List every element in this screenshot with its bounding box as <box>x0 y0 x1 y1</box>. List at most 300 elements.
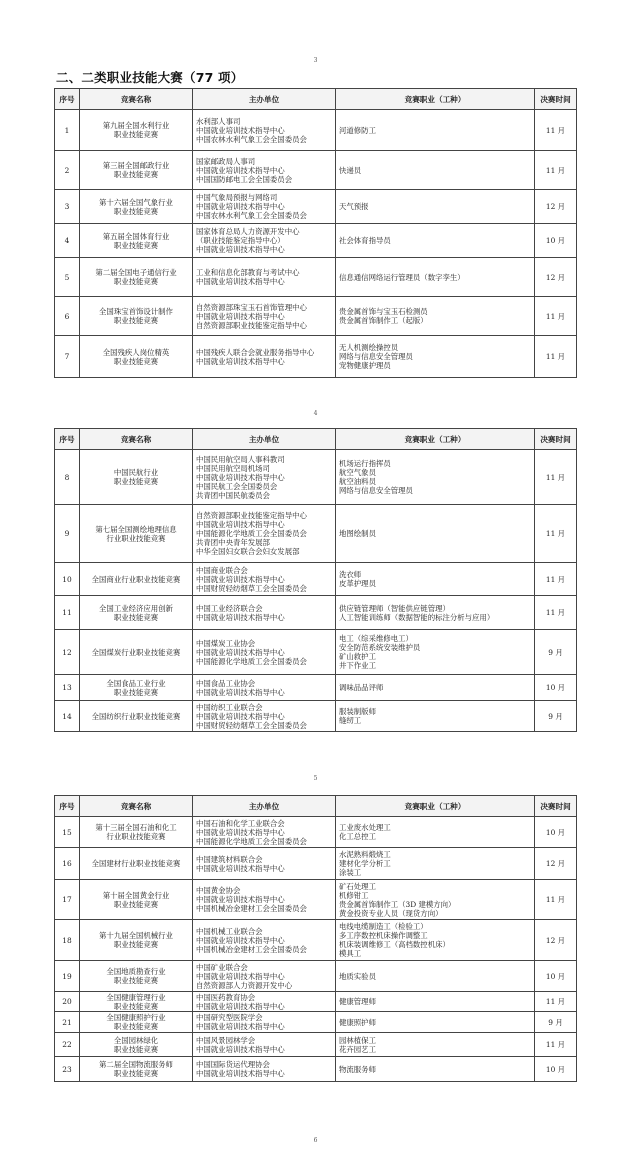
organizer-line: 中国能源化学地质工会全国委员会 <box>196 656 307 666</box>
occupation-line: 健康照护师 <box>339 1017 376 1027</box>
competition-name-line: 职业技能竞赛 <box>113 899 159 909</box>
organizer <box>193 563 336 596</box>
table-row <box>55 848 577 880</box>
occupation <box>336 817 535 848</box>
row-index: 1 <box>55 110 80 151</box>
occupation-line: 供应链管理师（智能供应链管理） <box>339 603 450 613</box>
organizer-line: 中国煤炭工业协会 <box>196 638 256 648</box>
table-row <box>55 880 577 920</box>
competition-name <box>80 450 193 505</box>
occupation <box>336 563 535 596</box>
table-header-row <box>55 89 577 110</box>
organizer-line: 中国就业培训技术指导中心 <box>196 1069 285 1078</box>
organizer <box>193 1012 336 1033</box>
competition-name-line: 全国食品工业行业 <box>106 678 166 688</box>
header-index: 序号 <box>55 429 80 450</box>
occupation <box>336 596 535 630</box>
row-index: 21 <box>55 1012 80 1033</box>
competition-name-line: 职业技能竞赛 <box>113 1022 159 1031</box>
occupation-line: 缝纫工 <box>339 716 362 725</box>
organizer-line: 中国就业培训技术指导中心 <box>196 1022 285 1031</box>
organizer-line: 中国气象局预报与网络司 <box>196 193 278 202</box>
organizer <box>193 675 336 701</box>
organizer-line: 中国就业培训技术指导中心 <box>196 612 285 622</box>
organizer-line: 中国就业培训技术指导中心 <box>196 356 285 366</box>
occupation-line: 涂装工 <box>339 868 362 877</box>
competition-name <box>80 701 193 732</box>
occupation-line: 电工（综采维修电工） <box>339 634 413 643</box>
organizer-line: 中国国防邮电工会全国委员会 <box>196 174 293 184</box>
organizer <box>193 701 336 732</box>
row-index: 7 <box>55 336 80 378</box>
occupation-line: 电线电缆制造工（检验工） <box>339 922 428 931</box>
competition-name-line: 第十九届全国机械行业 <box>99 931 173 940</box>
organizer <box>193 1033 336 1057</box>
occupation-line: 井下作业工 <box>339 661 376 670</box>
competition-name-line: 全国珠宝首饰设计制作 <box>99 307 173 316</box>
section-title: 二、二类职业技能大赛（77 项） <box>56 70 244 85</box>
occupation-line: 贵金属首饰制作工（3D 建模方向） <box>339 899 456 909</box>
occupation-line: 安全防范系统安装维护员 <box>339 643 421 652</box>
organizer-line: 中国就业培训技术指导中心 <box>196 520 285 529</box>
final-time: 12 月 <box>535 848 577 880</box>
occupation <box>336 880 535 920</box>
organizer-line: 共青团中国民航委员会 <box>196 490 270 500</box>
row-index: 16 <box>55 848 80 880</box>
occupation <box>336 258 535 297</box>
occupation-line: 黄金投资专业人员（现货方向） <box>339 908 443 918</box>
header-occupation: 竞赛职业（工种） <box>336 429 535 450</box>
competition-name <box>80 1057 193 1082</box>
organizer-line: 中国就业培训技术指导中心 <box>196 711 285 721</box>
organizer-line: 自然资源部人力资源开发中心 <box>196 980 293 990</box>
organizer-line: 中国就业培训技术指导中心 <box>196 472 285 482</box>
occupation <box>336 701 535 732</box>
occupation <box>336 992 535 1012</box>
occupation-line: 信息通信网络运行管理员（数字孪生） <box>339 272 465 282</box>
header-occupation: 竞赛职业（工种） <box>336 89 535 110</box>
table-row <box>55 1033 577 1057</box>
organizer-line: 中国国际货运代理协会 <box>196 1060 270 1069</box>
occupation-line: 花卉园艺工 <box>339 1044 376 1054</box>
row-index: 13 <box>55 675 80 701</box>
organizer <box>193 336 336 378</box>
final-time: 10 月 <box>535 675 577 701</box>
competition-name <box>80 817 193 848</box>
organizer <box>193 920 336 961</box>
competition-name-line: 全国残疾人岗位精英 <box>102 347 170 357</box>
table-row <box>55 675 577 701</box>
organizer-line: 中国就业培训技术指导中心 <box>196 125 285 135</box>
competition-name-line: 职业技能竞赛 <box>113 240 159 250</box>
occupation-line: 矿石处理工 <box>339 881 376 891</box>
occupation <box>336 151 535 190</box>
row-index: 8 <box>55 450 80 505</box>
organizer-line: 中国财贸轻纺烟草工会全国委员会 <box>196 583 307 593</box>
occupation-line: 人工智能训练师（数据智能的标注分析与应用） <box>339 612 495 622</box>
table-header-row <box>55 429 577 450</box>
final-time: 9 月 <box>535 1012 577 1033</box>
competition-name <box>80 596 193 630</box>
occupation <box>336 920 535 961</box>
final-time: 11 月 <box>535 336 577 378</box>
competition-table-part-3 <box>54 795 577 1082</box>
final-time: 11 月 <box>535 596 577 630</box>
header-organizer: 主办单位 <box>193 89 336 110</box>
organizer-line: 中国就业培训技术指导中心 <box>196 827 285 837</box>
competition-name <box>80 848 193 880</box>
organizer-line: 中国民航工会全国委员会 <box>196 481 278 491</box>
table-row <box>55 505 577 563</box>
final-time: 11 月 <box>535 450 577 505</box>
organizer-line: 自然资源部珠宝玉石首饰管理中心 <box>196 302 307 312</box>
final-time: 9 月 <box>535 630 577 675</box>
competition-name <box>80 505 193 563</box>
occupation-line: 洗衣师 <box>339 570 362 579</box>
occupation-line: 地质实验员 <box>339 971 376 981</box>
occupation <box>336 297 535 336</box>
organizer <box>193 596 336 630</box>
row-index: 10 <box>55 563 80 596</box>
competition-name-line: 第十三届全国石油和化工 <box>95 823 177 832</box>
occupation-line: 航空气象员 <box>339 468 376 477</box>
organizer-line: 国家体育总局人力资源开发中心 <box>196 227 300 236</box>
occupation-line: 机修钳工 <box>339 890 369 900</box>
page-number: 4 <box>313 410 318 417</box>
organizer-line: 中国能源化学地质工会全国委员会 <box>196 529 307 538</box>
organizer-line: 中国机械冶金建材工会全国委员会 <box>196 904 307 913</box>
competition-name-line: 第九届全国水利行业 <box>102 121 170 130</box>
organizer-line: 中国就业培训技术指导中心 <box>196 647 285 657</box>
occupation-line: 机场运行指挥员 <box>339 459 391 468</box>
table-header-row <box>55 796 577 817</box>
occupation-line: 皮革护理员 <box>339 579 376 588</box>
organizer-line: 中国就业培训技术指导中心 <box>196 311 285 321</box>
competition-name-line: 职业技能竞赛 <box>113 1044 159 1054</box>
organizer-line: 中国就业培训技术指导中心 <box>196 1001 285 1011</box>
organizer-line: 水利部人事司 <box>196 116 241 126</box>
organizer-line: 中国民用航空局人事科教司 <box>196 454 285 464</box>
table-row <box>55 110 577 151</box>
table-row <box>55 450 577 505</box>
occupation <box>336 190 535 224</box>
occupation <box>336 1057 535 1082</box>
page-number: 6 <box>313 1137 318 1144</box>
final-time: 11 月 <box>535 992 577 1012</box>
competition-name-line: 职业技能竞赛 <box>113 170 159 179</box>
table-row <box>55 336 577 378</box>
competition-name-line: 职业技能竞赛 <box>113 687 159 697</box>
competition-name <box>80 961 193 992</box>
table-row <box>55 1057 577 1082</box>
occupation <box>336 961 535 992</box>
final-time: 11 月 <box>535 880 577 920</box>
occupation-line: 社会体育指导员 <box>339 236 391 245</box>
organizer-line: 中国纺织工业联合会 <box>196 702 263 712</box>
competition-name-line: 职业技能竞赛 <box>113 316 159 325</box>
competition-name-line: 职业技能竞赛 <box>113 976 159 985</box>
row-index: 17 <box>55 880 80 920</box>
row-index: 15 <box>55 817 80 848</box>
organizer-line: 中国就业培训技术指导中心 <box>196 935 285 945</box>
header-index: 序号 <box>55 89 80 110</box>
competition-name <box>80 920 193 961</box>
organizer <box>193 992 336 1012</box>
organizer-line: 中国就业培训技术指导中心 <box>196 574 285 584</box>
table-row <box>55 920 577 961</box>
competition-name-line: 第七届全国测绘地理信息 <box>95 524 177 534</box>
final-time: 12 月 <box>535 258 577 297</box>
final-time: 10 月 <box>535 817 577 848</box>
row-index: 12 <box>55 630 80 675</box>
header-final-time: 决赛时间 <box>535 796 577 817</box>
competition-name-line: 行业职业技能竞赛 <box>106 832 166 841</box>
organizer-line: 中国农林水利气象工会全国委员会 <box>196 211 307 220</box>
organizer <box>193 880 336 920</box>
organizer-line: 中国就业培训技术指导中心 <box>196 895 285 904</box>
table-row <box>55 297 577 336</box>
occupation-line: 多工序数控机床操作调整工 <box>339 931 428 940</box>
competition-name-line: 第五届全国体育行业 <box>102 231 170 241</box>
occupation-line: 化工总控工 <box>339 832 376 841</box>
organizer-line: 共青团中央青年发展部 <box>196 538 270 547</box>
occupation <box>336 505 535 563</box>
organizer <box>193 110 336 151</box>
occupation-line: 网络与信息安全管理员 <box>339 486 413 495</box>
competition-name <box>80 1012 193 1033</box>
organizer-line: 中国矿业联合会 <box>196 962 248 972</box>
competition-name <box>80 563 193 596</box>
organizer <box>193 151 336 190</box>
competition-name-line: 全国纺织行业职业技能竞赛 <box>91 711 181 721</box>
competition-name-line: 全国健康管理行业 <box>106 992 166 1002</box>
competition-name <box>80 992 193 1012</box>
competition-name <box>80 190 193 224</box>
row-index: 5 <box>55 258 80 297</box>
header-final-time: 决赛时间 <box>535 429 577 450</box>
occupation-line: 贵金属首饰与宝玉石检测员 <box>339 307 428 316</box>
organizer-line: 自然资源部职业技能鉴定指导中心 <box>196 320 307 330</box>
organizer <box>193 1057 336 1082</box>
organizer-line: 自然资源部职业技能鉴定指导中心 <box>196 511 307 520</box>
organizer-line: 中国农林水利气象工会全国委员会 <box>196 134 307 144</box>
competition-name <box>80 297 193 336</box>
header-name: 竞赛名称 <box>80 89 193 110</box>
organizer-line: （职业技能鉴定指导中心） <box>196 236 285 245</box>
organizer-line: 中国机械工业联合会 <box>196 926 263 936</box>
competition-name <box>80 880 193 920</box>
competition-name <box>80 675 193 701</box>
organizer-line: 中国工业经济联合会 <box>196 603 263 613</box>
competition-name <box>80 110 193 151</box>
header-organizer: 主办单位 <box>193 796 336 817</box>
organizer-line: 中国黄金协会 <box>196 886 241 895</box>
final-time: 11 月 <box>535 563 577 596</box>
page-number: 3 <box>313 57 318 64</box>
competition-name-line: 全国地质勘查行业 <box>106 967 166 976</box>
competition-name <box>80 630 193 675</box>
organizer <box>193 258 336 297</box>
occupation <box>336 630 535 675</box>
occupation-line: 建材化学分析工 <box>339 859 391 868</box>
occupation-line: 天气预报 <box>339 202 369 211</box>
competition-name-line: 全国建材行业职业技能竞赛 <box>91 859 181 868</box>
competition-name <box>80 1033 193 1057</box>
organizer-line: 中国石油和化学工业联合会 <box>196 818 285 828</box>
row-index: 22 <box>55 1033 80 1057</box>
occupation <box>336 848 535 880</box>
competition-table-part-1 <box>54 88 577 378</box>
organizer-line: 中国就业培训技术指导中心 <box>196 277 285 286</box>
organizer-line: 中国研究型医院学会 <box>196 1013 263 1022</box>
occupation-line: 机床装调维修工（高档数控机床） <box>339 940 450 949</box>
organizer-line: 中国建筑材料联合会 <box>196 854 263 864</box>
table-row <box>55 992 577 1012</box>
row-index: 20 <box>55 992 80 1012</box>
competition-name-line: 职业技能竞赛 <box>113 940 159 949</box>
competition-name-line: 中国民航行业 <box>113 468 159 477</box>
organizer-line: 中华全国妇女联合会妇女发展部 <box>196 547 300 556</box>
final-time: 11 月 <box>535 505 577 563</box>
competition-name <box>80 336 193 378</box>
table-row <box>55 596 577 630</box>
occupation-line: 园林植保工 <box>339 1035 376 1045</box>
final-time: 11 月 <box>535 110 577 151</box>
final-time: 10 月 <box>535 224 577 258</box>
organizer <box>193 961 336 992</box>
organizer-line: 中国能源化学地质工会全国委员会 <box>196 836 307 846</box>
competition-table-part-2 <box>54 428 577 732</box>
organizer <box>193 817 336 848</box>
competition-name-line: 第二届全国物流服务师 <box>99 1060 173 1069</box>
table-row <box>55 701 577 732</box>
occupation-line: 网络与信息安全管理员 <box>339 352 413 361</box>
final-time: 11 月 <box>535 1033 577 1057</box>
organizer <box>193 505 336 563</box>
organizer-line: 中国食品工业协会 <box>196 678 256 688</box>
table-row <box>55 190 577 224</box>
competition-name <box>80 151 193 190</box>
occupation-line: 地图绘制员 <box>339 529 376 538</box>
row-index: 23 <box>55 1057 80 1082</box>
organizer <box>193 848 336 880</box>
organizer-line: 中国就业培训技术指导中心 <box>196 245 285 254</box>
occupation <box>336 1033 535 1057</box>
final-time: 11 月 <box>535 297 577 336</box>
row-index: 4 <box>55 224 80 258</box>
organizer-line: 中国就业培训技术指导中心 <box>196 165 285 175</box>
occupation-line: 宠物健康护理员 <box>339 361 391 370</box>
occupation-line: 无人机测绘操控员 <box>339 343 399 352</box>
occupation-line: 模具工 <box>339 949 362 958</box>
row-index: 6 <box>55 297 80 336</box>
competition-name-line: 职业技能竞赛 <box>113 1001 159 1011</box>
organizer <box>193 224 336 258</box>
occupation-line: 健康管理师 <box>339 997 376 1006</box>
competition-name-line: 第二届全国电子通信行业 <box>95 268 177 277</box>
final-time: 9 月 <box>535 701 577 732</box>
competition-name-line: 第十届全国黄金行业 <box>102 890 170 900</box>
competition-name-line: 职业技能竞赛 <box>113 277 159 286</box>
header-final-time: 决赛时间 <box>535 89 577 110</box>
occupation <box>336 336 535 378</box>
row-index: 9 <box>55 505 80 563</box>
organizer-line: 中国商业联合会 <box>196 565 248 575</box>
organizer-line: 中国就业培训技术指导中心 <box>196 202 285 211</box>
row-index: 3 <box>55 190 80 224</box>
occupation-line: 航空油料员 <box>339 477 376 486</box>
competition-name-line: 职业技能竞赛 <box>113 477 159 486</box>
occupation <box>336 450 535 505</box>
competition-name <box>80 258 193 297</box>
occupation <box>336 110 535 151</box>
table-row <box>55 151 577 190</box>
occupation <box>336 224 535 258</box>
table-row <box>55 258 577 297</box>
final-time: 11 月 <box>535 151 577 190</box>
organizer-line: 中国民用航空局机场司 <box>196 463 270 473</box>
table-row <box>55 224 577 258</box>
table-row <box>55 961 577 992</box>
occupation-line: 快递员 <box>339 165 362 175</box>
competition-name-line: 职业技能竞赛 <box>113 1069 159 1078</box>
competition-name <box>80 224 193 258</box>
organizer-line: 国家邮政局人事司 <box>196 156 256 166</box>
header-name: 竞赛名称 <box>80 796 193 817</box>
occupation-line: 矿山救护工 <box>339 652 376 661</box>
row-index: 19 <box>55 961 80 992</box>
occupation-line: 水泥熟料煅烧工 <box>339 850 391 859</box>
table-row <box>55 1012 577 1033</box>
row-index: 11 <box>55 596 80 630</box>
occupation-line: 物流服务师 <box>339 1064 376 1074</box>
occupation-line: 工业废水处理工 <box>339 823 391 832</box>
page-number: 5 <box>313 775 318 782</box>
occupation-line: 河道修防工 <box>339 125 376 135</box>
occupation <box>336 675 535 701</box>
header-index: 序号 <box>55 796 80 817</box>
competition-name-line: 全国工业经济应用创新 <box>99 603 173 613</box>
organizer <box>193 450 336 505</box>
organizer-line: 中国机械冶金建材工会全国委员会 <box>196 944 307 954</box>
final-time: 12 月 <box>535 190 577 224</box>
header-name: 竞赛名称 <box>80 429 193 450</box>
organizer-line: 中国医药教育协会 <box>196 992 256 1002</box>
occupation-line: 贵金属首饰制作工（起版） <box>339 316 428 325</box>
final-time: 10 月 <box>535 961 577 992</box>
final-time: 12 月 <box>535 920 577 961</box>
organizer-line: 中国就业培训技术指导中心 <box>196 863 285 873</box>
competition-name-line: 职业技能竞赛 <box>113 206 159 216</box>
row-index: 18 <box>55 920 80 961</box>
competition-name-line: 职业技能竞赛 <box>113 130 159 139</box>
organizer-line: 中国就业培训技术指导中心 <box>196 687 285 697</box>
competition-name-line: 第三届全国邮政行业 <box>102 161 170 170</box>
competition-name-line: 全国商业行业职业技能竞赛 <box>91 574 181 584</box>
organizer-line: 中国残疾人联合会就业服务指导中心 <box>196 347 315 357</box>
competition-name-line: 行业职业技能竞赛 <box>106 533 166 543</box>
occupation-line: 调味品品评师 <box>339 683 384 692</box>
organizer-line: 中国风景园林学会 <box>196 1035 256 1045</box>
competition-name-line: 全国健康照护行业 <box>106 1013 166 1022</box>
competition-name-line: 职业技能竞赛 <box>113 612 159 622</box>
competition-name-line: 第十六届全国气象行业 <box>99 197 173 207</box>
table-row <box>55 817 577 848</box>
organizer-line: 中国财贸轻纺烟草工会全国委员会 <box>196 720 307 730</box>
organizer <box>193 297 336 336</box>
table-row <box>55 563 577 596</box>
row-index: 2 <box>55 151 80 190</box>
